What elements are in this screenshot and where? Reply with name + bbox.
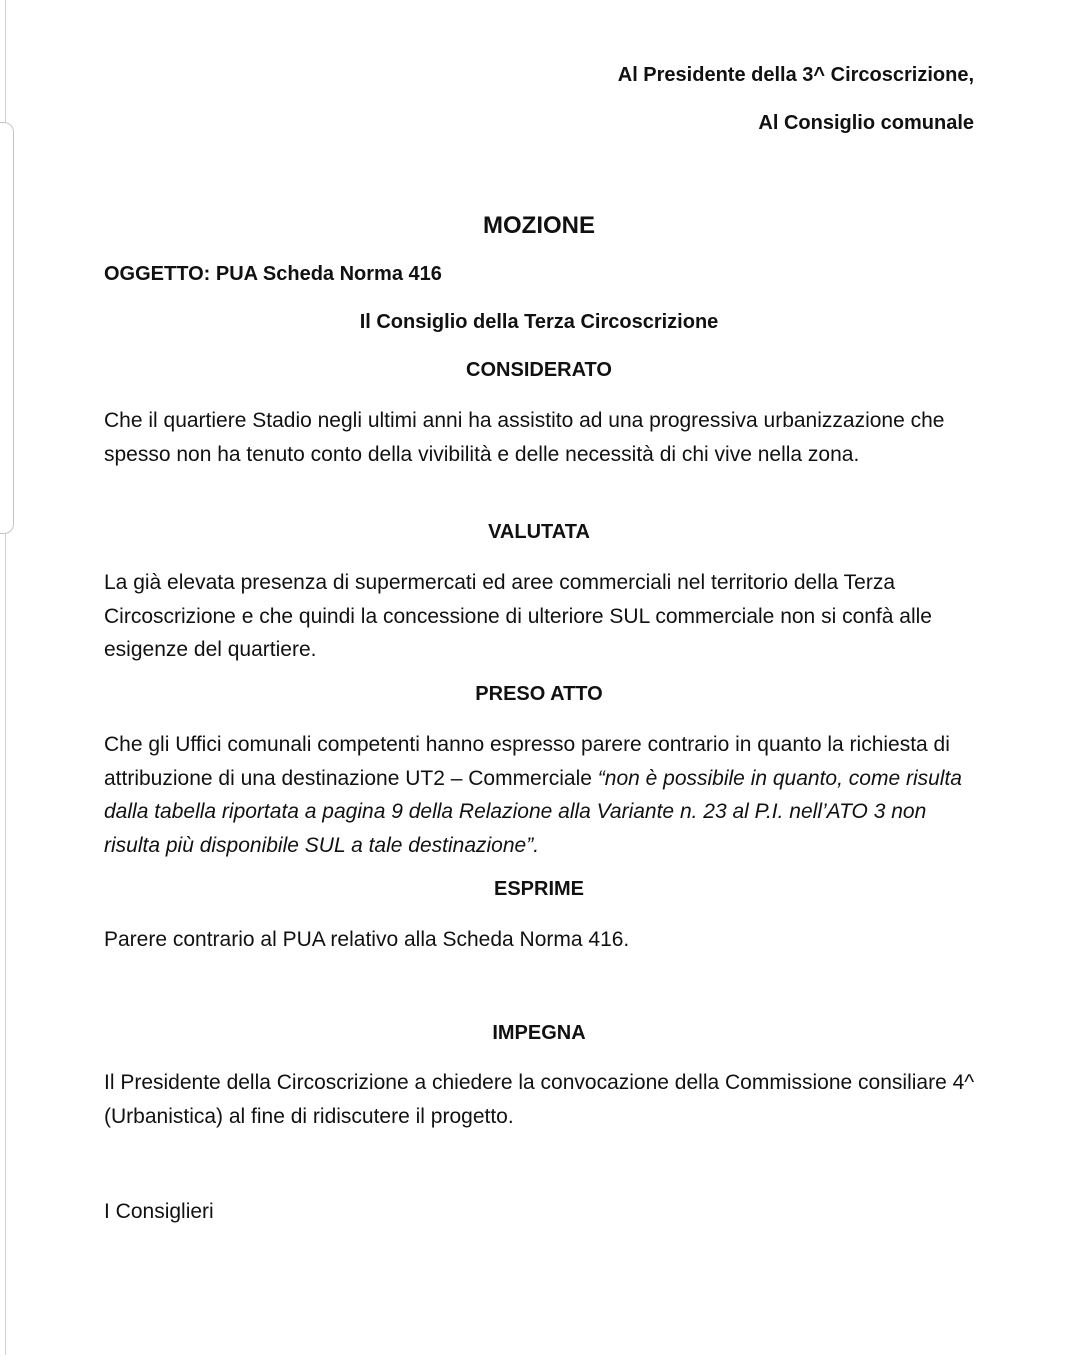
document-title: MOZIONE: [483, 212, 595, 239]
section-heading-valutata: VALUTATA: [488, 521, 590, 543]
section-heading-preso-atto: PRESO ATTO: [475, 683, 603, 705]
section-text-esprime: Parere contrario al PUA relativo alla Scheda Norma 416.: [104, 928, 630, 951]
section-text-impegna: Il Presidente della Circoscrizione a chiedere la convocazione della Commissione consiliare 4^ (Urbanistica) al fine di ridiscutere il progetto.: [104, 1071, 975, 1128]
council-heading: Il Consiglio della Terza Circoscrizione: [359, 311, 719, 333]
preso-atto-text-plain: Che gli Uffici comunali competenti hanno espresso parere contrario in quanto la richiesta di attribuzione di una destinazione UT2 – Commerciale: [104, 733, 950, 790]
section-heading-esprime: ESPRIME: [493, 878, 585, 900]
recipient-line-1: Al Presidente della 3^ Circoscrizione,: [617, 64, 974, 86]
section-heading-considerato: CONSIDERATO: [466, 359, 612, 381]
preso-atto-quote: “non è possibile in quanto, come risulta dalla tabella riportata a pagina 9 della Relazione alla Variante n. 23 al P.I. nell’ATO 3 non risulta più disponibile SUL a tale destinazione”.: [104, 766, 962, 857]
signature-line: I Consiglieri: [104, 1200, 214, 1223]
section-heading-impegna: IMPEGNA: [492, 1022, 586, 1044]
side-panel-tab[interactable]: [0, 122, 14, 534]
document-page: [104, 0, 974, 1355]
recipient-line-2: Al Consiglio comunale: [758, 112, 974, 134]
section-text-considerato: Che il quartiere Stadio negli ultimi anni ha assistito ad una progressiva urbanizzazione che spesso non ha tenuto conto della vivibilità e delle necessità di chi vive nella zona.: [104, 409, 945, 466]
section-text-preso-atto: [104, 728, 979, 862]
document-subject: OGGETTO: PUA Scheda Norma 416: [104, 263, 442, 285]
section-text-valutata: La già elevata presenza di supermercati ed aree commerciali nel territorio della Terza Circoscrizione e che quindi la concessione di ulteriore SUL commerciale non si confà alle esigenze del quartiere.: [104, 571, 932, 661]
